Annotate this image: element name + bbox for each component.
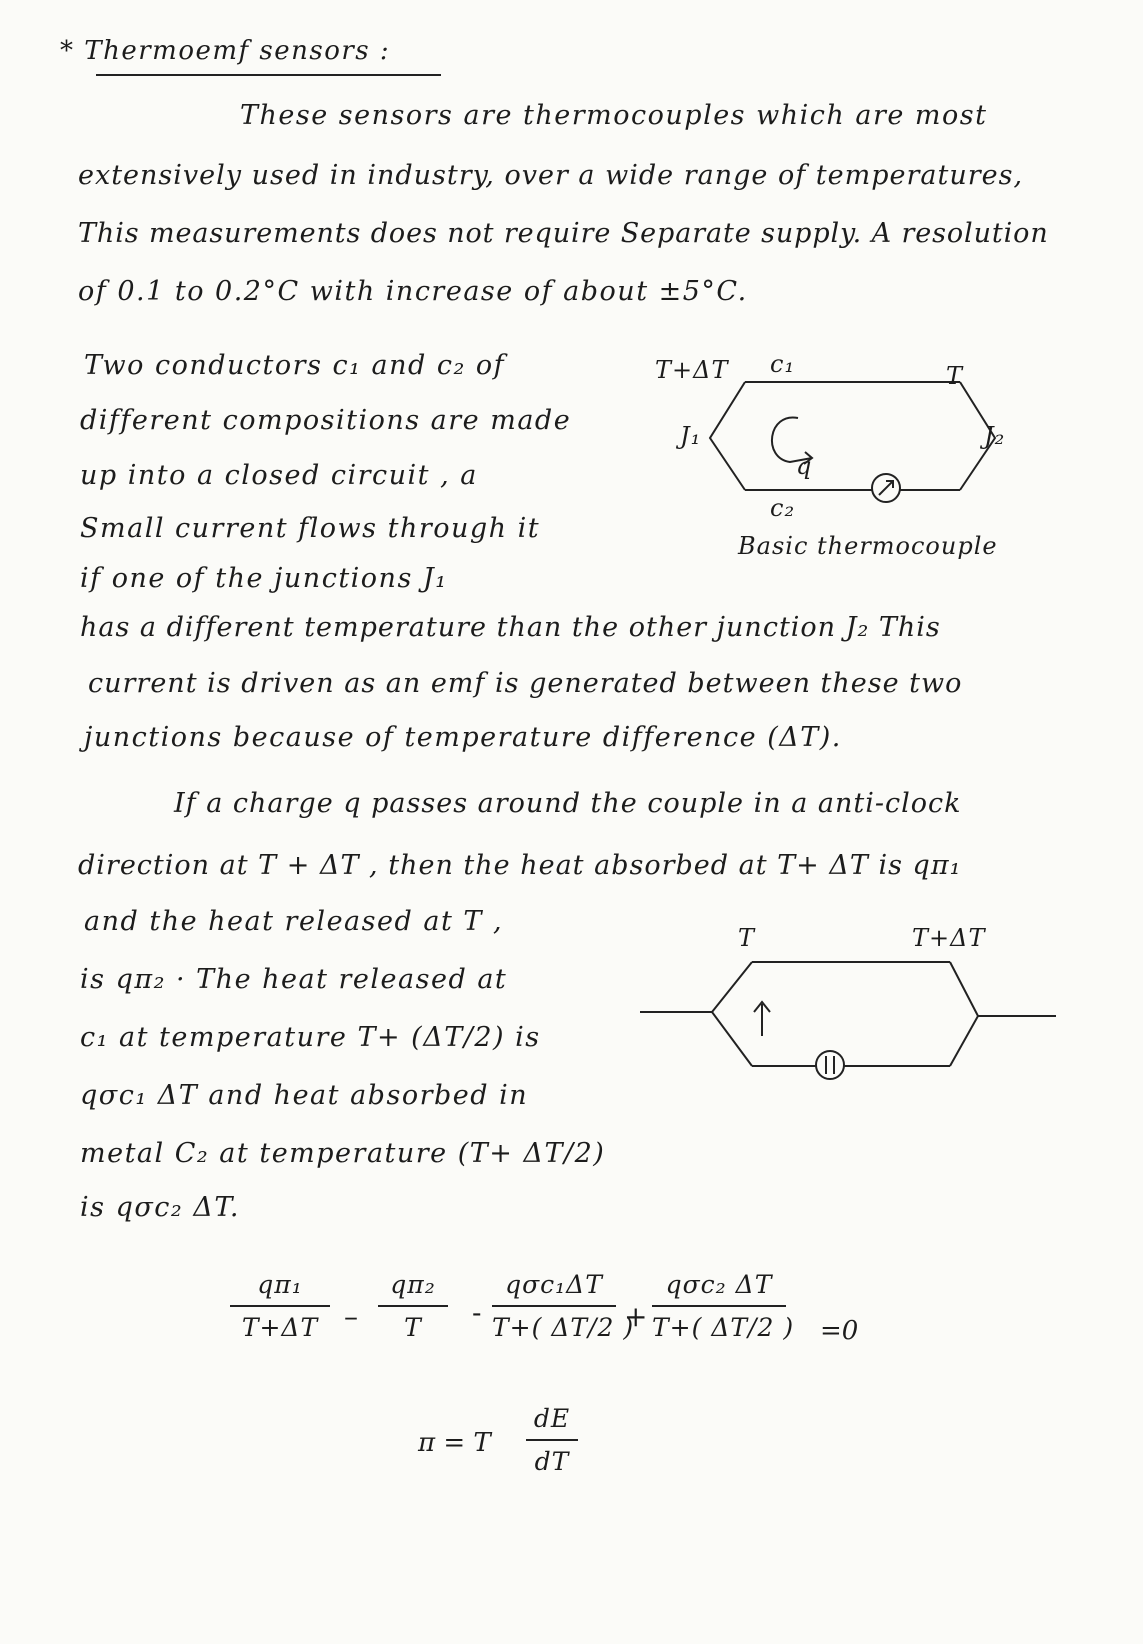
para3-line-2: direction at T + ΔT , then the heat absorbed at T+ ΔT is qπ₁	[78, 850, 962, 881]
para3-left-line-3: c₁ at temperature T+ (ΔT/2) is	[80, 1022, 541, 1053]
eq1-rhs: =0	[820, 1316, 859, 1346]
para3-left-line-2: is qπ₂ · The heat released at	[80, 964, 508, 995]
diagram1-label-top-right: T	[946, 362, 964, 390]
para1-line-1: These sensors are thermocouples which are most	[240, 100, 988, 131]
circuit2-left-junction	[712, 962, 752, 1066]
para2-line-6: has a different temperature than the other junction J₂ This	[80, 612, 941, 643]
para2-line-7: current is driven as an emf is generated between these two	[88, 668, 963, 699]
diagram1-label-j1: J₁	[680, 422, 702, 450]
eq1-term2: qπ₂ T	[378, 1270, 448, 1342]
eq1-term4: qσc₂ ΔT T+( ΔT/2 )	[652, 1270, 795, 1342]
para1-line-2: extensively used in industry, over a wide range of temperatures,	[78, 160, 1024, 191]
para2-line-8: junctions because of temperature difference (ΔT).	[84, 722, 842, 753]
heading: * Thermoemf sensors :	[60, 36, 391, 66]
diagram1-label-c2: c₂	[770, 494, 796, 522]
eq1-term3: qσc₁ΔT T+( ΔT/2 )	[492, 1270, 635, 1342]
galvanometer-2-icon	[816, 1051, 844, 1079]
diagram1-label-top-left: T+ΔT	[655, 356, 729, 384]
para2-left-line-1: Two conductors c₁ and c₂ of	[84, 350, 506, 381]
para3-left-line-4: qσc₁ ΔT and heat absorbed in	[80, 1080, 529, 1111]
diagram1-caption: Basic thermocouple	[738, 532, 998, 560]
diagram2-label-t: T	[738, 924, 756, 952]
circuit2-right-junction	[950, 962, 978, 1066]
para3-left-line-5: metal C₂ at temperature (T+ ΔT/2)	[80, 1138, 606, 1169]
heading-underline	[96, 74, 441, 76]
diagram1-label-c1: c₁	[770, 350, 796, 378]
circuit-left-junction	[710, 382, 745, 490]
para3-left-line-1: and the heat released at T ,	[84, 906, 504, 937]
eq2-fraction: dE dT	[526, 1404, 578, 1476]
para3-line-1: If a charge q passes around the couple in a anti-clock	[174, 788, 962, 819]
eq1-op1: –	[344, 1300, 358, 1333]
para3-left-line-6: is qσc₂ ΔT.	[80, 1192, 240, 1223]
eq2-lhs: π = T	[418, 1428, 491, 1458]
para2-left-line-3: up into a closed circuit , a	[80, 460, 478, 491]
diagram2-label-t-plus-dt: T+ΔT	[912, 924, 986, 952]
para1-line-3: This measurements does not require Separate supply. A resolution	[78, 218, 1049, 249]
eq1-op3: +	[624, 1300, 648, 1333]
galvanometer-needle	[879, 481, 893, 495]
diagram1-label-q: q	[796, 452, 813, 480]
para2-left-line-2: different compositions are made	[80, 405, 572, 436]
thermocouple-diagram-2	[640, 950, 1060, 1100]
para1-line-4: of 0.1 to 0.2°C with increase of about ±5°C.	[78, 276, 748, 307]
eq1-op2: -	[472, 1296, 482, 1329]
eq1-term1: qπ₁ T+ΔT	[230, 1270, 330, 1342]
para2-left-line-4: Small current flows through it	[80, 513, 541, 544]
diagram1-label-j2: J₂	[984, 422, 1006, 450]
para2-left-line-5: if one of the junctions J₁	[80, 563, 448, 594]
